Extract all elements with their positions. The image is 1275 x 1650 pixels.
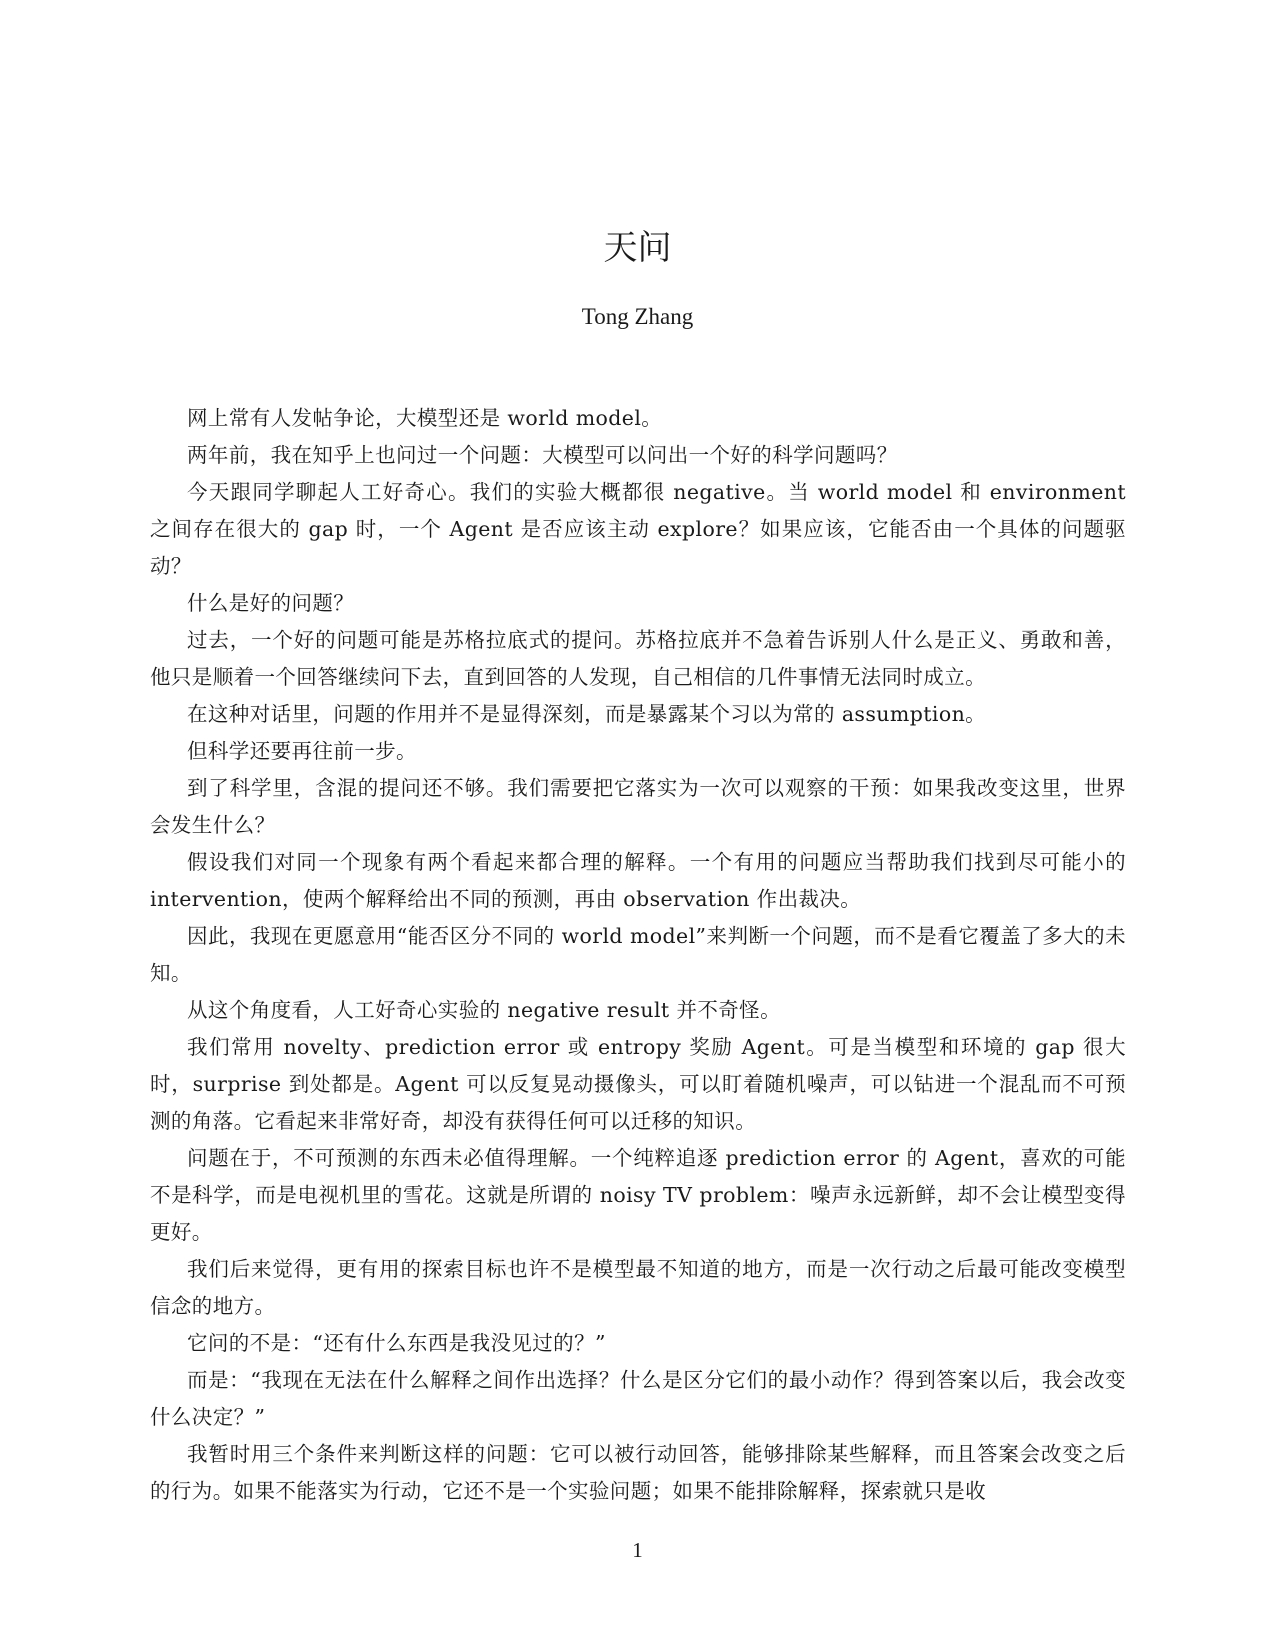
paragraph: 到了科学里，含混的提问还不够。我们需要把它落实为一次可以观察的干预：如果我改变这里，世界会发生什么？	[150, 776, 1126, 837]
paragraph: 在这种对话里，问题的作用并不是显得深刻，而是暴露某个习以为常的 assumption。	[187, 702, 987, 726]
paragraph: 我们常用 novelty、prediction error 或 entropy 奖励 Agent。可是当模型和环境的 gap 很大时，surprise 到处都是。Agent 可以反复晃动摄像头，可以盯着随机噪声，可以钻进一个混乱而不可预测的角落。它看起来非常好奇，却没有获得任何可以迁移的知识。	[150, 1035, 1126, 1133]
document-body	[150, 400, 1126, 1510]
paragraph: 我们后来觉得，更有用的探索目标也许不是模型最不知道的地方，而是一次行动之后最可能改变模型信念的地方。	[150, 1257, 1126, 1318]
paragraph: 两年前，我在知乎上也问过一个问题：大模型可以问出一个好的科学问题吗？	[187, 443, 898, 467]
paragraph: 过去，一个好的问题可能是苏格拉底式的提问。苏格拉底并不急着告诉别人什么是正义、勇敢和善，他只是顺着一个回答继续问下去，直到回答的人发现，自己相信的几件事情无法同时成立。	[150, 628, 1126, 689]
paragraph: 而是：“我现在无法在什么解释之间作出选择？什么是区分它们的最小动作？得到答案以后，我会改变什么决定？”	[150, 1368, 1126, 1429]
paragraph: 网上常有人发帖争论，大模型还是 world model。	[187, 406, 663, 430]
document-author: Tong Zhang	[581, 304, 694, 329]
paragraph: 但科学还要再往前一步。	[187, 739, 417, 763]
paragraph: 它问的不是：“还有什么东西是我没见过的？”	[187, 1331, 606, 1355]
paragraph: 从这个角度看，人工好奇心实验的 negative result 并不奇怪。	[187, 998, 781, 1022]
page-number: 1	[632, 1538, 643, 1562]
paragraph: 因此，我现在更愿意用“能否区分不同的 world model”来判断一个问题，而不是看它覆盖了多大的未知。	[150, 924, 1126, 985]
paragraph: 我暂时用三个条件来判断这样的问题：它可以被行动回答，能够排除某些解释，而且答案会改变之后的行为。如果不能落实为行动，它还不是一个实验问题；如果不能排除解释，探索就只是收	[150, 1442, 1126, 1503]
paragraph: 什么是好的问题？	[187, 591, 355, 615]
paragraph: 问题在于，不可预测的东西未必值得理解。一个纯粹追逐 prediction error 的 Agent，喜欢的可能不是科学，而是电视机里的雪花。这就是所谓的 noisy TV problem：噪声永远新鲜，却不会让模型变得更好。	[150, 1146, 1126, 1244]
document-title: 天问	[603, 228, 672, 268]
paragraph: 假设我们对同一个现象有两个看起来都合理的解释。一个有用的问题应当帮助我们找到尽可能小的 intervention，使两个解释给出不同的预测，再由 observation 作出裁决。	[150, 850, 1126, 911]
paragraph: 今天跟同学聊起人工好奇心。我们的实验大概都很 negative。当 world model 和 environment 之间存在很大的 gap 时，一个 Agent 是否应该主动 explore？如果应该，它能否由一个具体的问题驱动？	[150, 480, 1126, 578]
